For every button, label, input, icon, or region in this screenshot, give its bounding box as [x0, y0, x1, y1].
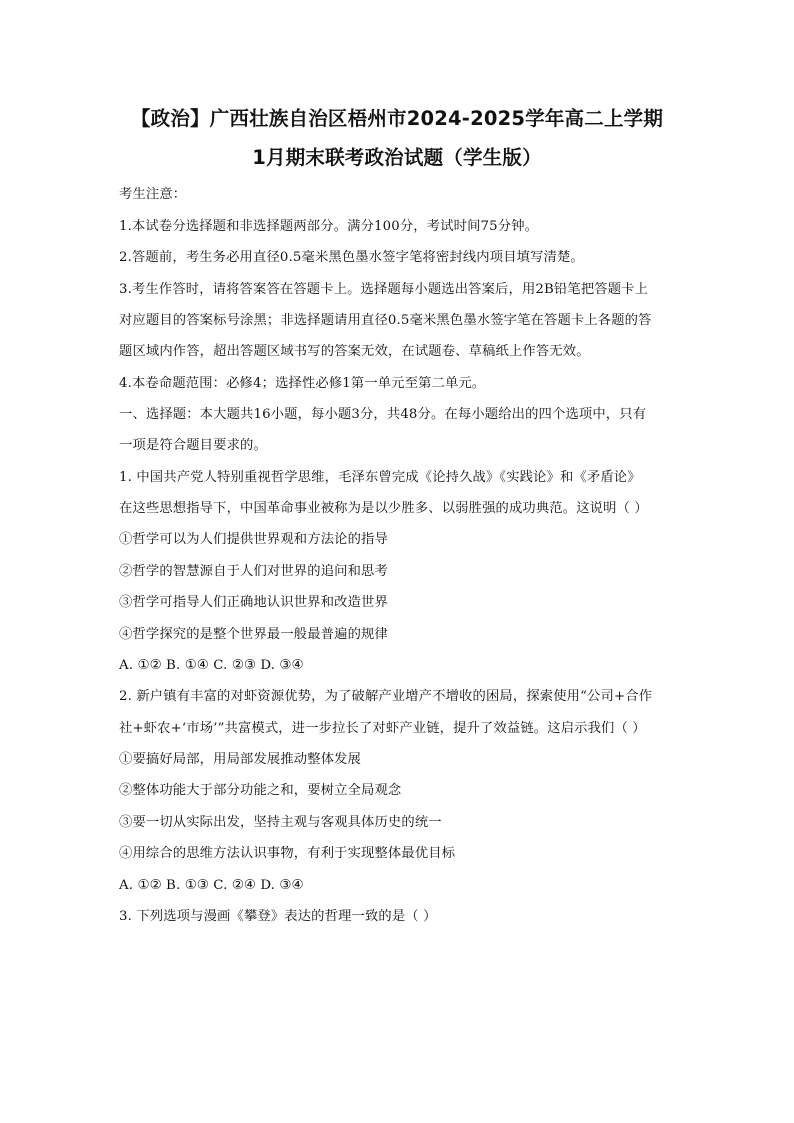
notice-item-4: 4.本卷命题范围：必修4；选择性必修1第一单元至第二单元。	[119, 376, 486, 391]
question-3-stem: 3. 下列选项与漫画《攀登》表达的哲理一致的是（ ）	[119, 909, 437, 924]
notice-item-3-line-1: 3.考生作答时，请将答案答在答题卡上。选择题每小题选出答案后，用2B铅笔把答题卡上	[119, 282, 649, 297]
notice-item-1: 1.本试卷分选择题和非选择题两部分。满分100分，考试时间75分钟。	[119, 219, 539, 234]
notice-item-3-line-2: 对应题目的答案标号涂黑；非选择题请用直径0.5毫米黑色墨水签字笔在答题卡上各题的答	[119, 313, 652, 328]
notice-item-3-line-3: 题区域内作答，超出答题区域书写的答案无效，在试题卷、草稿纸上作答无效。	[119, 344, 590, 359]
section-heading-line-2: 一项是符合题目要求的。	[119, 438, 267, 453]
question-1-stem-line-1: 1. 中国共产党人特别重视哲学思维，毛泽东曾完成《论持久战》《实践论》和《矛盾论》	[119, 470, 641, 485]
exam-title-line-2: 1月期末联考政治试题（学生版）	[252, 146, 542, 169]
question-2-statement-4: ④用综合的思维方法认识事物，有利于实现整体最优目标	[119, 846, 456, 861]
section-heading-line-1: 一、选择题：本大题共16小题，每小题3分，共48分。在每小题给出的四个选项中，只有	[119, 407, 647, 422]
question-1-statement-2: ②哲学的智慧源自于人们对世界的追问和思考	[119, 564, 388, 579]
question-1-stem-line-2: 在这些思想指导下，中国革命事业被称为是以少胜多、以弱胜强的成功典范。这说明（ ）	[119, 501, 648, 516]
question-2-statement-2: ②整体功能大于部分功能之和，要树立全局观念	[119, 783, 402, 798]
question-2-statement-3: ③要一切从实际出发，坚持主观与客观具体历史的统一	[119, 815, 442, 830]
question-1-options: A. ①② B. ①④ C. ②③ D. ③④	[119, 658, 304, 673]
question-1-statement-3: ③哲学可指导人们正确地认识世界和改造世界	[119, 595, 388, 610]
question-2-statement-1: ①要搞好局部，用局部发展推动整体发展	[119, 752, 362, 767]
question-2-stem-line-2: 社+虾农+‘市场’”共富模式，进一步拉长了对虾产业链，提升了效益链。这启示我们（ ）	[119, 721, 646, 736]
question-2-stem-line-1: 2. 新户镇有丰富的对虾资源优势，为了破解产业增产不增收的困局，探索使用“公司+合作	[119, 689, 653, 704]
question-2-options: A. ①② B. ①③ C. ②④ D. ③④	[119, 878, 304, 893]
question-1-statement-1: ①哲学可以为人们提供世界观和方法论的指导	[119, 532, 388, 547]
notice-heading: 考生注意：	[119, 187, 187, 202]
notice-item-2: 2.答题前，考生务必用直径0.5毫米黑色墨水签字笔将密封线内项目填写清楚。	[119, 250, 584, 265]
question-1-statement-4: ④哲学探究的是整个世界最一般最普遍的规律	[119, 627, 388, 642]
exam-title-line-1: 【政治】广西壮族自治区梧州市2024-2025学年高二上学期	[130, 107, 664, 130]
